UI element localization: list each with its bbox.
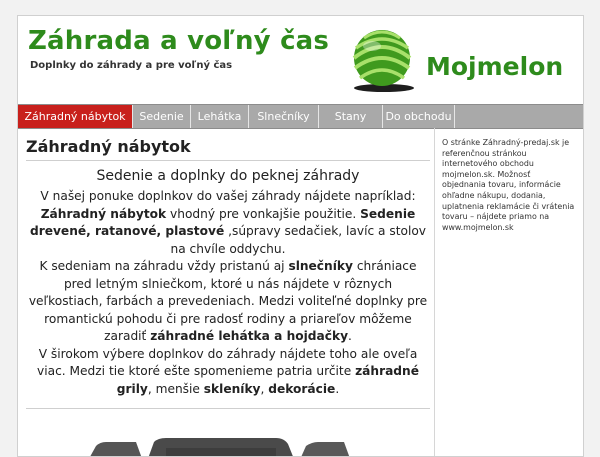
garden-sofa-image [26,434,430,457]
nav-item-zahradny-nabytok[interactable]: Záhradný nábytok [18,105,133,128]
bold-term: Sedenie drevené, ratanové, plastové [29,206,416,238]
nav-item-do-obchodu[interactable]: Do obchodu [383,105,455,128]
nav-filler [455,105,583,128]
column-divider [434,128,435,457]
text-span: vhodný pre vonkajšie použitie. [166,206,361,221]
intro-paragraph-1 [26,188,430,258]
nav-item-sedenie[interactable]: Sedenie [133,105,191,128]
text-span: chrániace pred letným slniečkom, ktoré u nás nájdete v rôznych veľkostiach, farbách a prevedeniach. Medzi voliteľné doplnky pre romantickú pohodu či pre radosť rodiny a priareľov môžeme zaradiť [28,259,428,343]
text-span: ,súpravy sedačiek, lavíc a stolov na chvíle oddychu. [170,224,427,256]
bold-term: skleníky [203,381,261,396]
nav-item-slnecniky[interactable]: Slnečníky [249,105,319,128]
bold-term: slnečníky [288,259,353,273]
text-span: K sedeniam na záhradu vždy pristanú aj [39,259,289,273]
text-span: V našej ponuke doplnkov do vašej záhrady nájdete napríklad: [40,189,416,203]
site-header [18,16,583,104]
intro-paragraph-3 [26,346,430,399]
text-span: . [335,381,340,396]
bold-term: záhradné lehátka a hojdačky [150,329,349,343]
text-span: . [348,329,352,343]
nav-item-stany[interactable]: Stany [319,105,383,128]
page-title: Záhradný nábytok [26,134,430,161]
main-nav [18,104,583,129]
main-content [26,134,430,457]
bold-term: dekorácie [268,381,336,396]
site-subtitle: Doplnky do záhrady a pre voľný čas [30,60,233,71]
brand-name[interactable]: Mojmelon [426,52,564,81]
text-span: , [260,381,269,396]
site-title[interactable]: Záhrada a voľný čas [28,26,330,56]
text-span: , menšie [147,381,204,396]
intro-paragraph-2 [26,258,430,346]
section-heading: Sedenie a doplnky do peknej záhrady [96,168,360,184]
nav-item-lehatka[interactable]: Lehátka [191,105,249,128]
content-divider [26,408,430,409]
text-span: V širokom výbere doplnkov do záhrady nájdete toho ale oveľa viac. Medzi tie ktoré ešte spomenieme patria určite [37,346,418,378]
bold-term: záhradné grily [116,364,419,396]
page-container [17,15,584,457]
sidebar-about: O stránke Záhradný-predaj.sk je referenčnou stránkou internetového obchodu mojmelon.sk. Možnosť objednania tovaru, informácie ohľadne nákupu, dodania, uplatnenia reklamácie či vrátenia tovaru – nájdete priamo na www.mojmelon.sk [442,138,575,232]
watermelon-icon[interactable] [344,26,420,94]
bold-term: Záhradný nábytok [40,206,167,221]
